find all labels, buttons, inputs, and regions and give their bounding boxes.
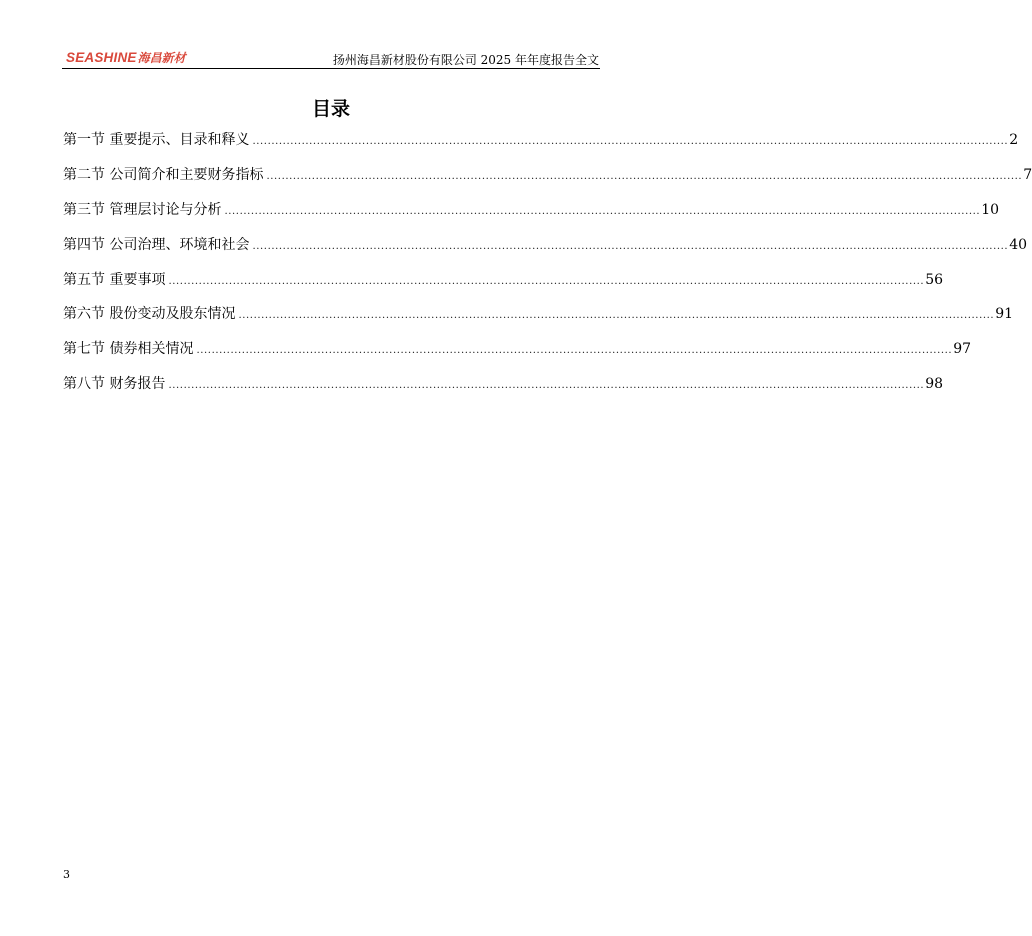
toc-entry-label: 第八节 财务报告: [63, 376, 166, 393]
toc-leader-dots: ........................................................................................................................................................................................................: [168, 380, 925, 392]
toc-entry-page: 2: [1009, 132, 1019, 148]
toc-entry-label: 第五节 重要事项: [63, 271, 166, 288]
toc-entry[interactable]: [63, 373, 944, 408]
toc-leader-dots: ........................................................................................................................................................................................................: [168, 275, 925, 287]
table-of-contents: [63, 129, 1032, 408]
toc-leader-dots: ........................................................................................................................................................................................................: [266, 170, 1023, 182]
toc-leader-dots: ........................................................................................................................................................................................................: [252, 136, 1009, 147]
toc-entry[interactable]: [63, 303, 1014, 338]
toc-leader-dots: ........................................................................................................................................................................................................: [224, 205, 981, 217]
toc-entry-label: 第七节 债券相关情况: [63, 341, 194, 358]
toc-entry-label: 第一节 重要提示、目录和释义: [63, 132, 250, 148]
toc-leader-dots: ........................................................................................................................................................................................................: [196, 345, 953, 357]
logo-english-text: SEASHINE: [66, 49, 137, 65]
toc-entry-label: 第六节 股份变动及股东情况: [63, 306, 236, 323]
toc-entry-page: 98: [925, 376, 944, 393]
toc-entry[interactable]: [63, 199, 1000, 234]
page-number: 3: [63, 868, 70, 881]
company-logo: [66, 49, 186, 65]
toc-entry-page: 10: [981, 201, 1000, 218]
toc-heading: 目录: [311, 98, 350, 120]
logo-chinese-text: 海昌新材: [137, 50, 186, 65]
toc-entry-page: 91: [995, 306, 1014, 323]
toc-entry[interactable]: [63, 164, 1032, 199]
toc-entry-label: 第四节 公司治理、环境和社会: [63, 236, 250, 253]
page-header: [62, 44, 600, 69]
report-title: 扬州海昌新材股份有限公司 2025 年年度报告全文: [332, 53, 599, 67]
toc-entry-page: 97: [953, 341, 972, 358]
toc-leader-dots: ........................................................................................................................................................................................................: [238, 310, 995, 322]
toc-entry[interactable]: [63, 269, 944, 304]
toc-entry[interactable]: [63, 129, 1019, 164]
toc-entry-page: 7: [1023, 166, 1032, 183]
toc-entry-page: 56: [925, 271, 944, 288]
toc-leader-dots: ........................................................................................................................................................................................................: [252, 240, 1009, 252]
toc-entry[interactable]: [63, 234, 1028, 269]
toc-entry[interactable]: [63, 338, 972, 373]
toc-entry-label: 第三节 管理层讨论与分析: [63, 201, 222, 218]
toc-entry-page: 40: [1009, 236, 1028, 253]
toc-entry-label: 第二节 公司简介和主要财务指标: [63, 166, 264, 183]
